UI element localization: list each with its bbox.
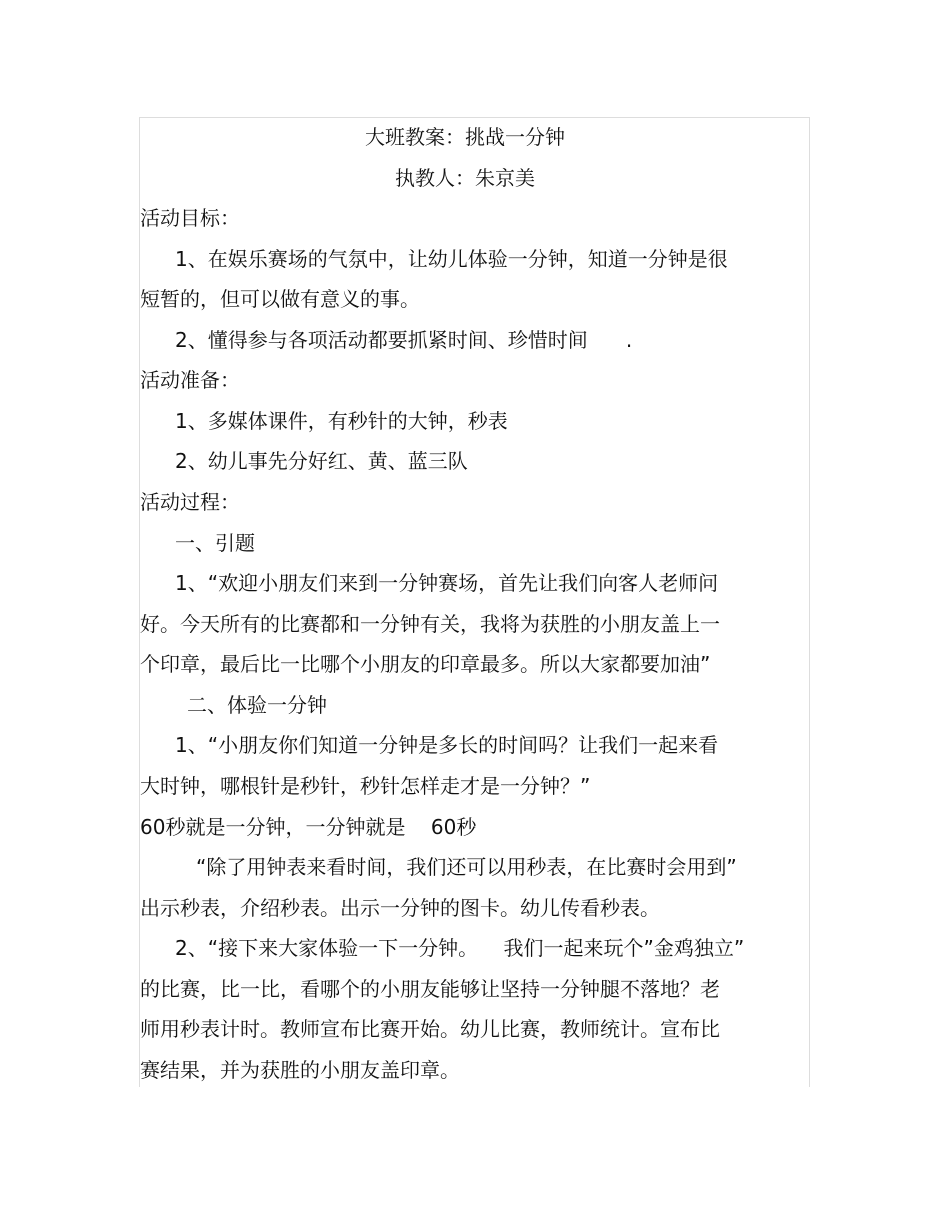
paragraph-line: “除了用钟表来看时间，我们还可以用秒表，在比赛时会用到”	[196, 855, 737, 879]
paragraph-line: 短暂的，但可以做有意义的事。	[140, 287, 420, 311]
subsection-heading: 二、体验一分钟	[187, 693, 327, 717]
section-heading-goals: 活动目标：	[140, 206, 240, 230]
paragraph-line: 的比赛，比一比，看哪个的小朋友能够让坚持一分钟腿不落地？老	[140, 977, 720, 1001]
paragraph-line: 个印章，最后比一比哪个小朋友的印章最多。所以大家都要加油”	[140, 652, 711, 676]
paragraph-line: 1、在娱乐赛场的气氛中，让幼儿体验一分钟，知道一分钟是很	[175, 247, 728, 271]
subsection-heading: 一、引题	[175, 531, 255, 555]
document-title: 大班教案：挑战一分钟	[365, 125, 565, 149]
paragraph-line: 1、“小朋友你们知道一分钟是多长的时间吗？让我们一起来看	[175, 733, 719, 757]
section-heading-preparation: 活动准备：	[140, 368, 240, 392]
paragraph-line: 赛结果，并为获胜的小朋友盖印章。	[140, 1058, 460, 1082]
paragraph-line: 大时钟，哪根针是秒针，秒针怎样走才是一分钟？”	[140, 774, 591, 798]
document-author: 执教人：朱京美	[395, 166, 535, 190]
paragraph-line: 1、多媒体课件，有秒针的大钟，秒表	[175, 409, 508, 433]
paragraph-line: 2、懂得参与各项活动都要抓紧时间、珍惜时间 .	[175, 328, 633, 352]
paragraph-line: 师用秒表计时。教师宣布比赛开始。幼儿比赛，教师统计。宣布比	[140, 1017, 720, 1041]
paragraph-line: 2、“接下来大家体验一下一分钟。 我们一起来玩个”金鸡独立”	[175, 936, 745, 960]
section-heading-process: 活动过程：	[140, 490, 240, 514]
paragraph-line: 好。今天所有的比赛都和一分钟有关，我将为获胜的小朋友盖上一	[140, 612, 720, 636]
paragraph-line: 2、幼儿事先分好红、黄、蓝三队	[175, 449, 468, 473]
paragraph-line: 出示秒表，介绍秒表。出示一分钟的图卡。幼儿传看秒表。	[140, 896, 660, 920]
paragraph-line: 60秒就是一分钟，一分钟就是 60秒	[140, 815, 477, 839]
paragraph-line: 1、“欢迎小朋友们来到一分钟赛场，首先让我们向客人老师问	[175, 571, 719, 595]
